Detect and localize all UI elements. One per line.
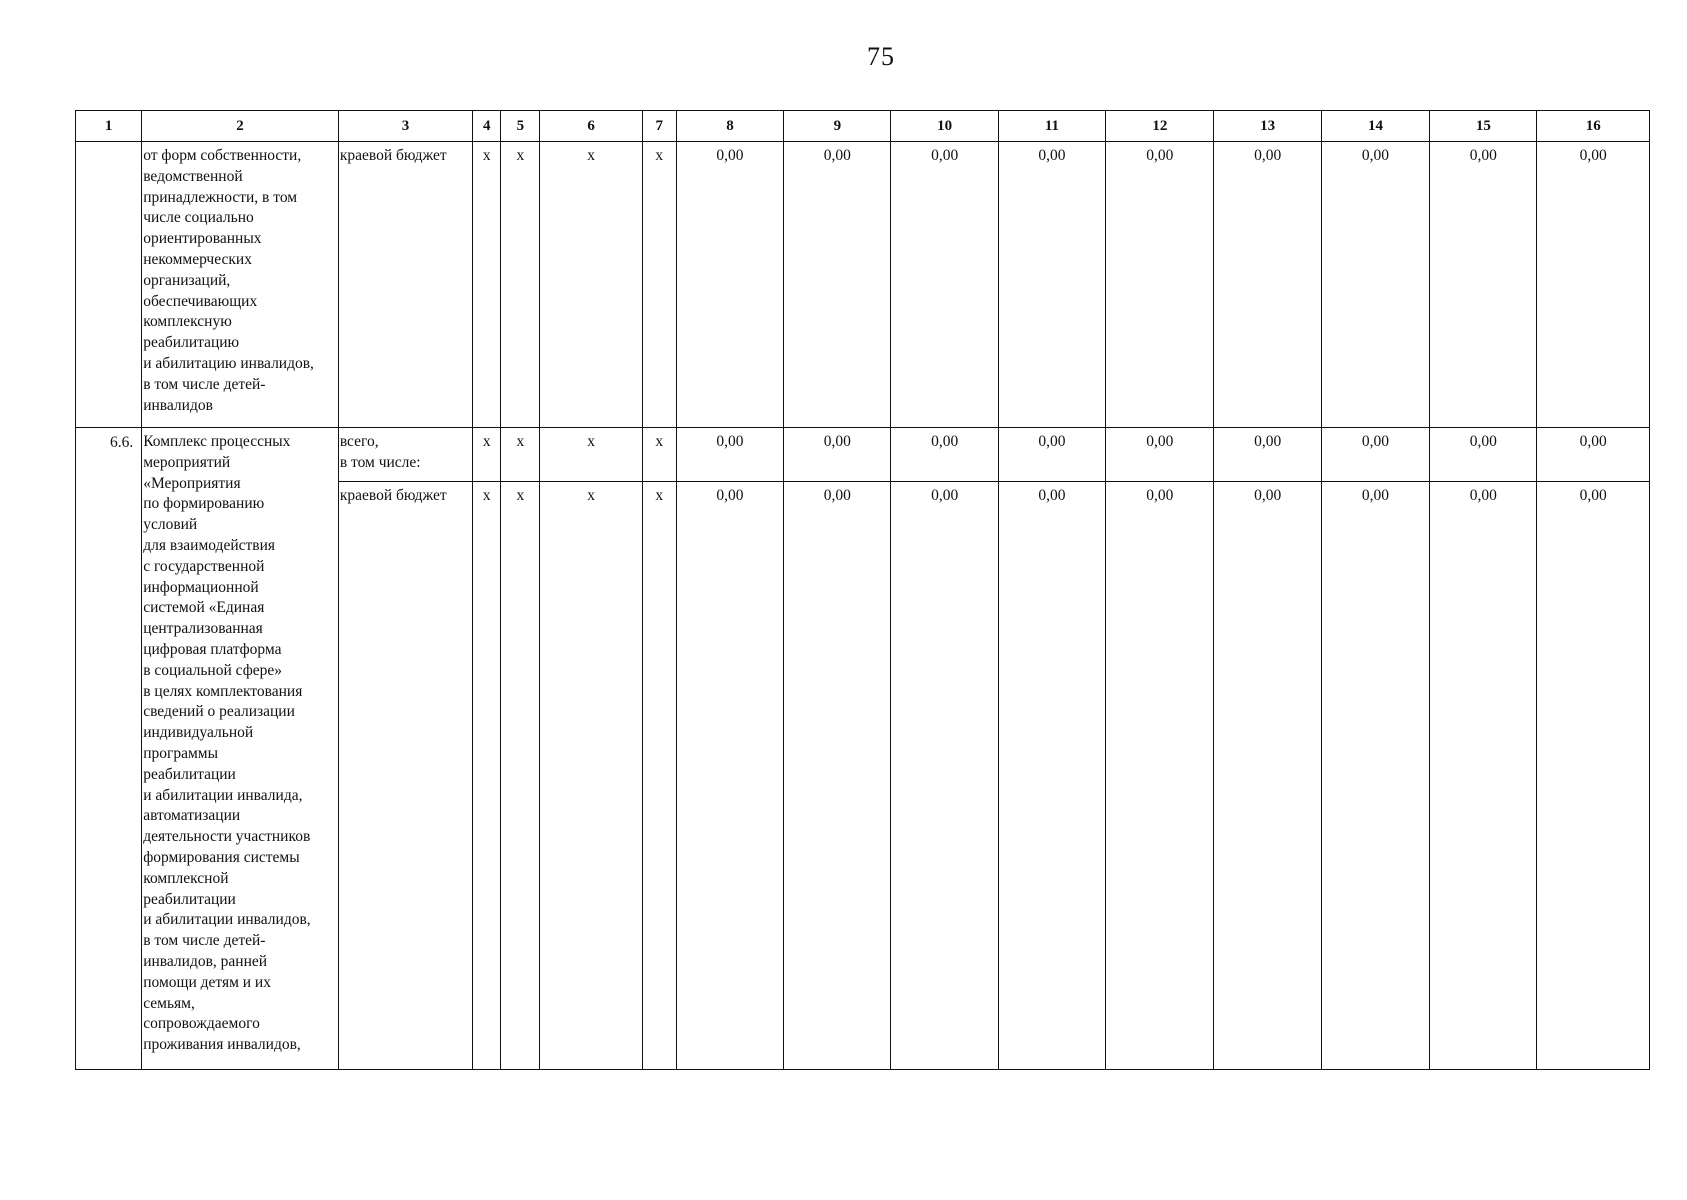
value-cell: 0,00	[1430, 142, 1537, 428]
funding-source: всего, в том числе:	[338, 428, 472, 482]
cell-x: x	[642, 428, 676, 482]
cell-x: x	[501, 142, 540, 428]
value-cell: 0,00	[1321, 142, 1429, 428]
value-cell: 0,00	[1214, 142, 1321, 428]
column-header: 3	[338, 111, 472, 142]
value-cell: 0,00	[784, 428, 891, 482]
column-header: 5	[501, 111, 540, 142]
value-cell: 0,00	[1321, 482, 1429, 1070]
row-number: 6.6.	[76, 428, 142, 1070]
value-cell: 0,00	[1106, 142, 1214, 428]
value-cell: 0,00	[676, 142, 783, 428]
value-cell: 0,00	[784, 482, 891, 1070]
column-header: 2	[142, 111, 339, 142]
cell-x: x	[540, 142, 642, 428]
value-cell: 0,00	[1321, 428, 1429, 482]
value-cell: 0,00	[891, 428, 998, 482]
column-header: 11	[998, 111, 1105, 142]
column-header: 4	[473, 111, 501, 142]
value-cell: 0,00	[1537, 428, 1650, 482]
cell-x: x	[473, 142, 501, 428]
value-cell: 0,00	[1430, 482, 1537, 1070]
value-cell: 0,00	[1537, 482, 1650, 1070]
column-header: 14	[1321, 111, 1429, 142]
value-cell: 0,00	[1214, 428, 1321, 482]
cell-x: x	[501, 428, 540, 482]
value-cell: 0,00	[1106, 482, 1214, 1070]
table-header-row	[76, 111, 1650, 142]
cell-x: x	[473, 428, 501, 482]
cell-x: x	[501, 482, 540, 1070]
value-cell: 0,00	[998, 428, 1105, 482]
page-number: 75	[867, 42, 895, 71]
value-cell: 0,00	[998, 482, 1105, 1070]
column-header: 7	[642, 111, 676, 142]
cell-x: x	[642, 482, 676, 1070]
cell-x: x	[540, 428, 642, 482]
value-cell: 0,00	[1106, 428, 1214, 482]
value-cell: 0,00	[1537, 142, 1650, 428]
cell-x: x	[473, 482, 501, 1070]
value-cell: 0,00	[1214, 482, 1321, 1070]
value-cell: 0,00	[998, 142, 1105, 428]
value-cell: 0,00	[1430, 428, 1537, 482]
table-row	[76, 428, 1650, 482]
column-header: 1	[76, 111, 142, 142]
column-header: 6	[540, 111, 642, 142]
column-header: 10	[891, 111, 998, 142]
funding-source: краевой бюджет	[338, 142, 472, 428]
funding-source: краевой бюджет	[338, 482, 472, 1070]
value-cell: 0,00	[891, 482, 998, 1070]
column-header: 9	[784, 111, 891, 142]
table-row	[76, 142, 1650, 428]
budget-table	[75, 110, 1650, 1070]
value-cell: 0,00	[676, 482, 783, 1070]
column-header: 12	[1106, 111, 1214, 142]
value-cell: 0,00	[891, 142, 998, 428]
activity-name: Комплекс процессных мероприятий «Мероприятия по формированию условий для взаимодействия с государственной информационной системой «Единая централизованная цифровая платформа в социальной сфере» в целях комплектования сведений о реализации индивидуальной программы реабилитации и абилитации инвалида, автоматизации деятельности участников формирования системы комплексной реабилитации и абилитации инвалидов, в том числе детей- инвалидов, ранней помощи детям и их семьям, сопровождаемого проживания инвалидов,	[142, 428, 339, 1070]
value-cell: 0,00	[784, 142, 891, 428]
cell-x: x	[642, 142, 676, 428]
value-cell: 0,00	[676, 428, 783, 482]
column-header: 13	[1214, 111, 1321, 142]
column-header: 15	[1430, 111, 1537, 142]
cell-x: x	[540, 482, 642, 1070]
column-header: 16	[1537, 111, 1650, 142]
row-number	[76, 142, 142, 428]
column-header: 8	[676, 111, 783, 142]
activity-name: от форм собственности, ведомственной принадлежности, в том числе социально ориентированных некоммерческих организаций, обеспечивающих комплексную реабилитацию и абилитацию инвалидов, в том числе детей- инвалидов	[142, 142, 339, 428]
